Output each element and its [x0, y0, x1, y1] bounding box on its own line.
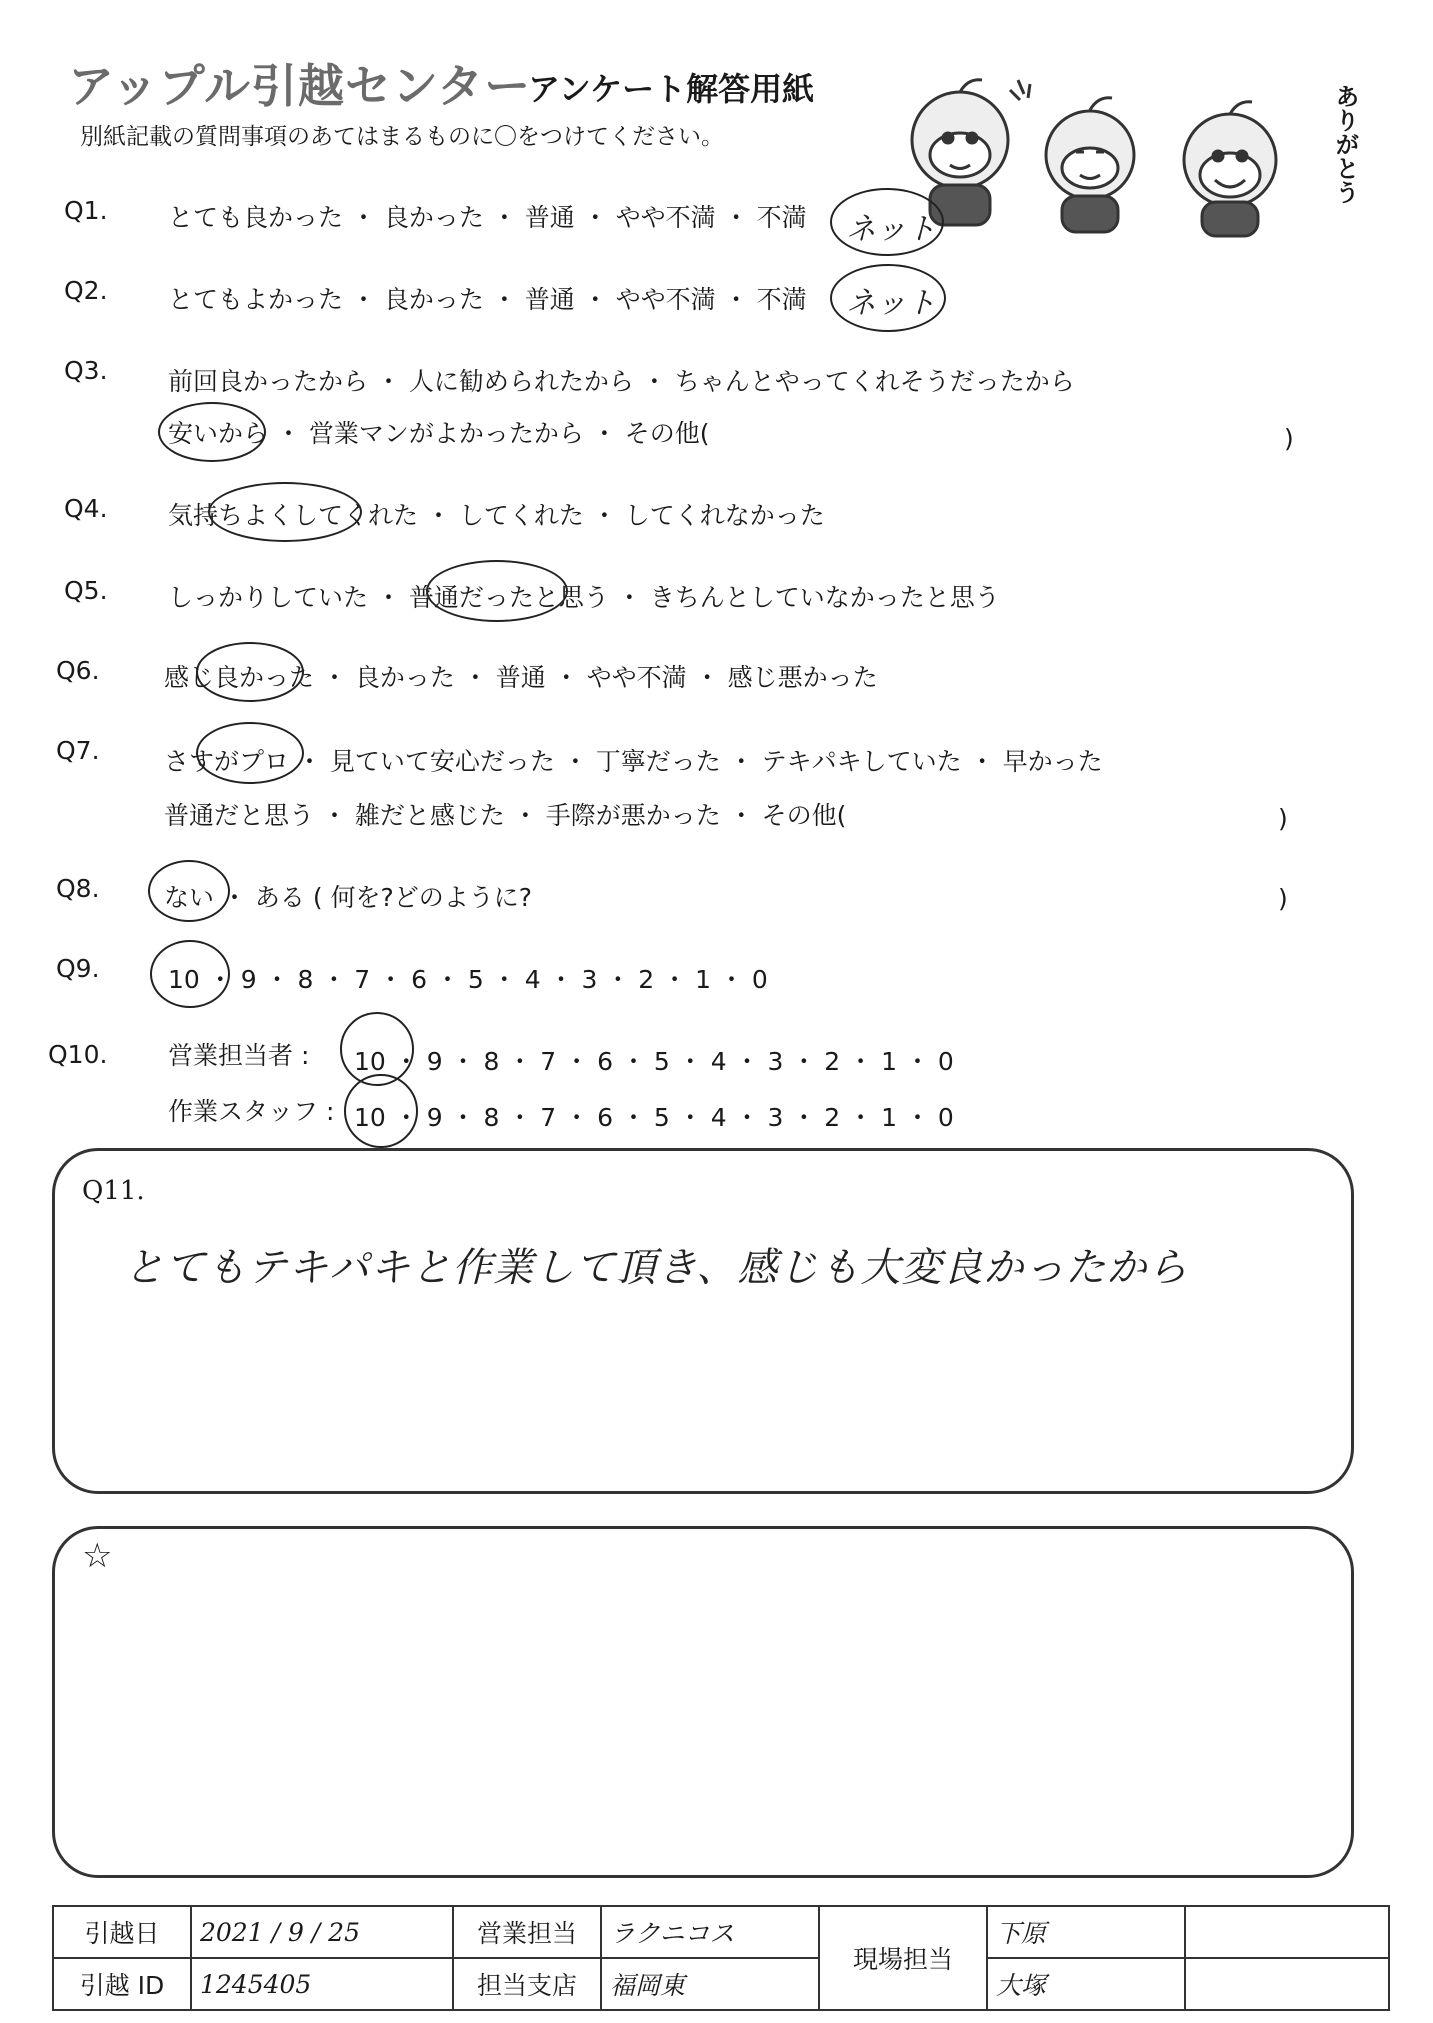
q2-options: とてもよかった ・ 良かった ・ 普通 ・ やや不満 ・ 不満 — [168, 285, 807, 314]
q9-circle-mark — [150, 940, 230, 1008]
q7-label: Q7. — [56, 736, 100, 765]
q5-circle-mark — [426, 560, 568, 622]
q3-circle-mark — [158, 402, 266, 462]
site-staff-value-2: 大塚 — [987, 1958, 1185, 2010]
sales-rep-value: ラクニコス — [601, 1906, 819, 1958]
site-staff-value-1: 下原 — [987, 1906, 1185, 1958]
q5-label: Q5. — [64, 576, 108, 605]
instruction-text: 別紙記載の質問事項のあてはまるものに〇をつけてください。 — [80, 124, 724, 150]
q9-label: Q9. — [56, 954, 100, 983]
q10-staff-circle-mark — [344, 1074, 418, 1148]
move-date-value: 2021 / 9 / 25 — [191, 1906, 453, 1958]
q1-options: とても良かった ・ 良かった ・ 普通 ・ やや不満 ・ 不満 — [168, 203, 807, 232]
q8-label: Q8. — [56, 874, 100, 903]
q3-options-line2: 安いから ・ 営業マンがよかったから ・ その他( — [168, 419, 710, 448]
empty-cell-top — [1185, 1906, 1389, 1958]
q7-circle-mark — [196, 722, 304, 784]
q9-options: 10 ・ 9 ・ 8 ・ 7 ・ 6 ・ 5 ・ 4 ・ 3 ・ 2 ・ 1 ・ 0 — [168, 965, 768, 994]
branch-label: 担当支店 — [453, 1958, 601, 2010]
q5-options: しっかりしていた ・ 普通だったと思う ・ きちんとしていなかったと思う — [168, 583, 1000, 612]
q10-staff-label: 作業スタッフ : — [168, 1097, 335, 1126]
q4-options: 気持ちよくしてくれた ・ してくれた ・ してくれなかった — [168, 501, 825, 530]
star-icon: ☆ — [82, 1536, 113, 1576]
q4-label: Q4. — [64, 494, 108, 523]
q10-label: Q10. — [48, 1040, 108, 1069]
q10-sales-options: 10 ・ 9 ・ 8 ・ 7 ・ 6 ・ 5 ・ 4 ・ 3 ・ 2 ・ 1 ・ 0 — [354, 1047, 954, 1076]
company-title: アップル引越センター — [68, 59, 532, 113]
move-id-value: 1245405 — [191, 1958, 453, 2010]
footer-info-table — [52, 1905, 1390, 2011]
mascot-thanks-text: ありがとう — [1331, 84, 1359, 204]
q2-handwritten: ネット — [846, 286, 936, 321]
q6-circle-mark — [196, 642, 304, 702]
q2-circle-mark — [830, 264, 946, 332]
q6-options: 感じ良かった ・ 良かった ・ 普通 ・ やや不満 ・ 感じ悪かった — [164, 663, 878, 692]
sales-rep-label: 営業担当 — [453, 1906, 601, 1958]
form-subtitle: アンケート解答用紙 — [528, 70, 815, 108]
q7-options-line1: さすがプロ ・ 見ていて安心だった ・ 丁寧だった ・ テキパキしていた ・ 早かった — [164, 747, 1103, 776]
q6-label: Q6. — [56, 656, 100, 685]
q1-handwritten: ネット — [846, 212, 936, 247]
q8-close-paren: ) — [1278, 884, 1288, 913]
mascot-monkeys-illustration — [890, 60, 1350, 240]
q11-answer: とてもテキパキと作業して頂き、感じも大変良かったから — [124, 1245, 1189, 1291]
q7-options-line2: 普通だと思う ・ 雑だと感じた ・ 手際が悪かった ・ その他( — [164, 801, 847, 830]
free-comment-box — [52, 1526, 1354, 1878]
q10-sales-label: 営業担当者 : — [168, 1041, 310, 1070]
branch-value: 福岡東 — [601, 1958, 819, 2010]
q3-close-paren: ) — [1284, 424, 1294, 453]
q3-label: Q3. — [64, 356, 108, 385]
q1-circle-mark — [830, 188, 944, 256]
q10-staff-options: 10 ・ 9 ・ 8 ・ 7 ・ 6 ・ 5 ・ 4 ・ 3 ・ 2 ・ 1 ・ 0 — [354, 1103, 954, 1132]
q1-label: Q1. — [64, 196, 108, 225]
site-staff-label: 現場担当 — [819, 1906, 987, 2010]
empty-cell-bottom — [1185, 1958, 1389, 2010]
q7-close-paren: ) — [1278, 804, 1288, 833]
move-date-label: 引越日 — [53, 1906, 191, 1958]
q4-circle-mark — [208, 482, 362, 542]
q3-options-line1: 前回良かったから ・ 人に勧められたから ・ ちゃんとやってくれそうだったから — [168, 367, 1075, 396]
q8-circle-mark — [148, 860, 230, 922]
q2-label: Q2. — [64, 276, 108, 305]
q11-label: Q11. — [82, 1176, 145, 1206]
q8-options: ない ・ ある ( 何を?どのように? — [164, 883, 533, 912]
q11-comment-box — [52, 1148, 1354, 1494]
move-id-label: 引越 ID — [53, 1958, 191, 2010]
